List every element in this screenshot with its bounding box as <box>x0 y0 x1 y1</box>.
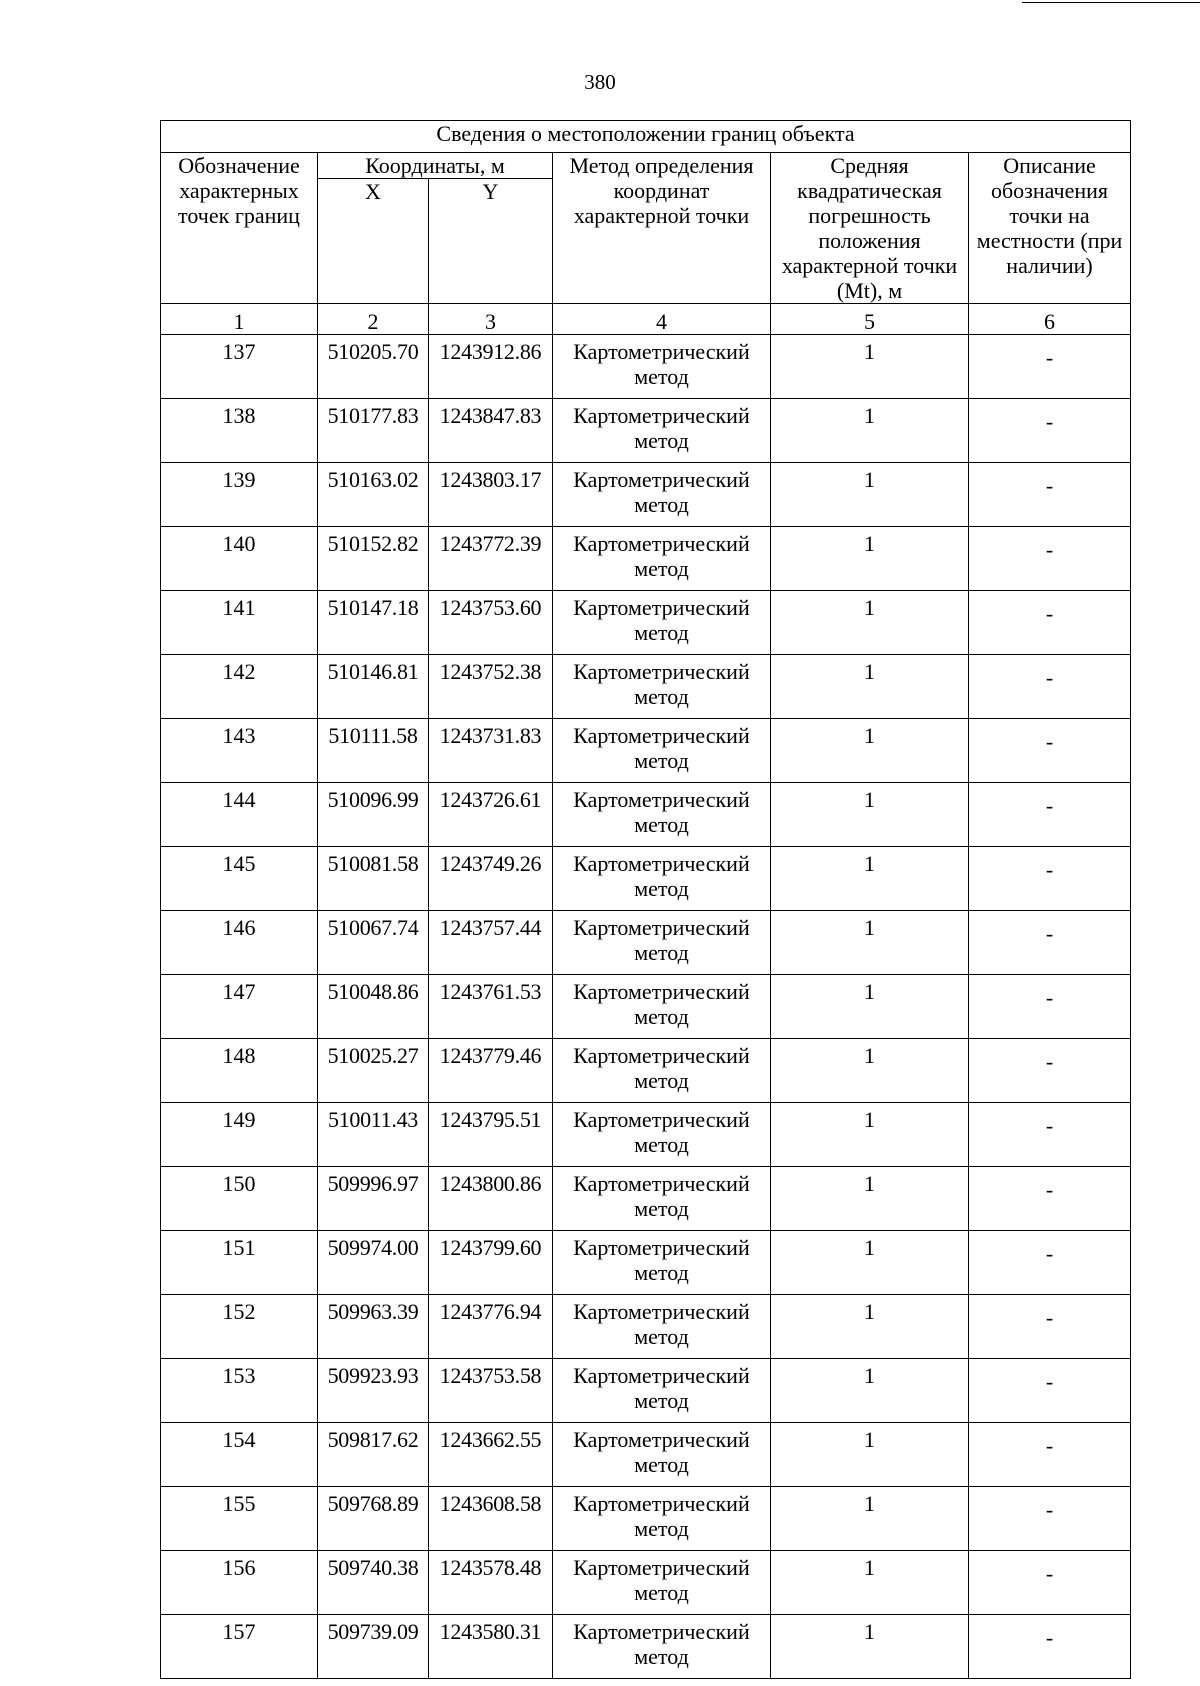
y-coordinate-cell: 1243803.17 <box>429 463 553 527</box>
column-number: 1 <box>161 304 318 335</box>
boundary-points-table <box>160 120 1131 1679</box>
x-coordinate-cell: 509740.38 <box>318 1551 429 1615</box>
y-coordinate-cell: 1243662.55 <box>429 1423 553 1487</box>
table-row <box>161 1615 1131 1679</box>
method-cell: Картометрический метод <box>553 1551 771 1615</box>
table-row <box>161 719 1131 783</box>
x-coordinate-cell: 509923.93 <box>318 1359 429 1423</box>
table-row <box>161 783 1131 847</box>
point-cell: 146 <box>161 911 318 975</box>
description-cell: - <box>969 1231 1131 1295</box>
x-coordinate-cell: 510025.27 <box>318 1039 429 1103</box>
mean-error-cell: 1 <box>771 335 969 399</box>
mean-error-cell: 1 <box>771 655 969 719</box>
y-coordinate-cell: 1243753.58 <box>429 1359 553 1423</box>
header-point-designation: Обозначение характерных точек границ <box>161 153 318 304</box>
header-coordinates: Координаты, м <box>318 153 553 179</box>
table-row <box>161 1551 1131 1615</box>
mean-error-cell: 1 <box>771 1359 969 1423</box>
description-cell: - <box>969 463 1131 527</box>
table-row <box>161 1295 1131 1359</box>
header-mean-error: Средняя квадратическая погрешность положения характерной точки (Mt), м <box>771 153 969 304</box>
y-coordinate-cell: 1243753.60 <box>429 591 553 655</box>
table-caption: Сведения о местоположении границ объекта <box>161 121 1131 153</box>
method-cell: Картометрический метод <box>553 1615 771 1679</box>
description-cell: - <box>969 655 1131 719</box>
x-coordinate-cell: 510147.18 <box>318 591 429 655</box>
point-cell: 149 <box>161 1103 318 1167</box>
column-number: 6 <box>969 304 1131 335</box>
y-coordinate-cell: 1243912.86 <box>429 335 553 399</box>
x-coordinate-cell: 509739.09 <box>318 1615 429 1679</box>
method-cell: Картометрический метод <box>553 463 771 527</box>
table-row <box>161 399 1131 463</box>
mean-error-cell: 1 <box>771 975 969 1039</box>
method-cell: Картометрический метод <box>553 591 771 655</box>
header-y: Y <box>429 179 553 304</box>
column-number: 4 <box>553 304 771 335</box>
y-coordinate-cell: 1243726.61 <box>429 783 553 847</box>
method-cell: Картометрический метод <box>553 1423 771 1487</box>
mean-error-cell: 1 <box>771 719 969 783</box>
description-cell: - <box>969 1039 1131 1103</box>
method-cell: Картометрический метод <box>553 1167 771 1231</box>
x-coordinate-cell: 510081.58 <box>318 847 429 911</box>
table-row <box>161 655 1131 719</box>
method-cell: Картометрический метод <box>553 527 771 591</box>
top-edge-rule <box>1022 2 1200 3</box>
point-cell: 150 <box>161 1167 318 1231</box>
table-row <box>161 1231 1131 1295</box>
mean-error-cell: 1 <box>771 1615 969 1679</box>
table-row <box>161 911 1131 975</box>
mean-error-cell: 1 <box>771 591 969 655</box>
x-coordinate-cell: 509817.62 <box>318 1423 429 1487</box>
mean-error-cell: 1 <box>771 1167 969 1231</box>
mean-error-cell: 1 <box>771 1487 969 1551</box>
description-cell: - <box>969 1167 1131 1231</box>
method-cell: Картометрический метод <box>553 1231 771 1295</box>
mean-error-cell: 1 <box>771 399 969 463</box>
description-cell: - <box>969 975 1131 1039</box>
x-coordinate-cell: 509963.39 <box>318 1295 429 1359</box>
x-coordinate-cell: 510205.70 <box>318 335 429 399</box>
y-coordinate-cell: 1243795.51 <box>429 1103 553 1167</box>
y-coordinate-cell: 1243779.46 <box>429 1039 553 1103</box>
header-x: X <box>318 179 429 304</box>
y-coordinate-cell: 1243799.60 <box>429 1231 553 1295</box>
point-cell: 157 <box>161 1615 318 1679</box>
method-cell: Картометрический метод <box>553 335 771 399</box>
y-coordinate-cell: 1243580.31 <box>429 1615 553 1679</box>
x-coordinate-cell: 510067.74 <box>318 911 429 975</box>
x-coordinate-cell: 509996.97 <box>318 1167 429 1231</box>
method-cell: Картометрический метод <box>553 783 771 847</box>
point-cell: 148 <box>161 1039 318 1103</box>
method-cell: Картометрический метод <box>553 1039 771 1103</box>
table-row <box>161 335 1131 399</box>
mean-error-cell: 1 <box>771 527 969 591</box>
description-cell: - <box>969 719 1131 783</box>
y-coordinate-cell: 1243608.58 <box>429 1487 553 1551</box>
table-row <box>161 847 1131 911</box>
point-cell: 142 <box>161 655 318 719</box>
description-cell: - <box>969 1615 1131 1679</box>
point-cell: 141 <box>161 591 318 655</box>
method-cell: Картометрический метод <box>553 399 771 463</box>
table-row <box>161 591 1131 655</box>
method-cell: Картометрический метод <box>553 719 771 783</box>
header-method: Метод определения координат характерной точки <box>553 153 771 304</box>
point-cell: 138 <box>161 399 318 463</box>
x-coordinate-cell: 509974.00 <box>318 1231 429 1295</box>
x-coordinate-cell: 510163.02 <box>318 463 429 527</box>
y-coordinate-cell: 1243749.26 <box>429 847 553 911</box>
description-cell: - <box>969 1295 1131 1359</box>
point-cell: 151 <box>161 1231 318 1295</box>
description-cell: - <box>969 847 1131 911</box>
table-row <box>161 527 1131 591</box>
description-cell: - <box>969 1423 1131 1487</box>
y-coordinate-cell: 1243761.53 <box>429 975 553 1039</box>
y-coordinate-cell: 1243776.94 <box>429 1295 553 1359</box>
mean-error-cell: 1 <box>771 1423 969 1487</box>
column-number: 2 <box>318 304 429 335</box>
method-cell: Картометрический метод <box>553 1295 771 1359</box>
table-row <box>161 1359 1131 1423</box>
y-coordinate-cell: 1243578.48 <box>429 1551 553 1615</box>
point-cell: 153 <box>161 1359 318 1423</box>
x-coordinate-cell: 510096.99 <box>318 783 429 847</box>
x-coordinate-cell: 510048.86 <box>318 975 429 1039</box>
description-cell: - <box>969 591 1131 655</box>
mean-error-cell: 1 <box>771 911 969 975</box>
description-cell: - <box>969 1487 1131 1551</box>
y-coordinate-cell: 1243757.44 <box>429 911 553 975</box>
column-numbers-row <box>161 304 1131 335</box>
table-body <box>161 335 1131 1679</box>
header-description: Описание обозначения точки на местности (при наличии) <box>969 153 1131 304</box>
y-coordinate-cell: 1243772.39 <box>429 527 553 591</box>
point-cell: 155 <box>161 1487 318 1551</box>
table-row <box>161 1167 1131 1231</box>
method-cell: Картометрический метод <box>553 1487 771 1551</box>
mean-error-cell: 1 <box>771 783 969 847</box>
point-cell: 152 <box>161 1295 318 1359</box>
mean-error-cell: 1 <box>771 1551 969 1615</box>
description-cell: - <box>969 911 1131 975</box>
table-row <box>161 1103 1131 1167</box>
method-cell: Картометрический метод <box>553 1103 771 1167</box>
point-cell: 145 <box>161 847 318 911</box>
method-cell: Картометрический метод <box>553 847 771 911</box>
y-coordinate-cell: 1243847.83 <box>429 399 553 463</box>
table-row <box>161 1039 1131 1103</box>
point-cell: 143 <box>161 719 318 783</box>
column-number: 5 <box>771 304 969 335</box>
x-coordinate-cell: 510177.83 <box>318 399 429 463</box>
description-cell: - <box>969 1551 1131 1615</box>
description-cell: - <box>969 1103 1131 1167</box>
page-number: 380 <box>584 70 616 94</box>
y-coordinate-cell: 1243752.38 <box>429 655 553 719</box>
mean-error-cell: 1 <box>771 847 969 911</box>
x-coordinate-cell: 510152.82 <box>318 527 429 591</box>
description-cell: - <box>969 1359 1131 1423</box>
mean-error-cell: 1 <box>771 463 969 527</box>
x-coordinate-cell: 510111.58 <box>318 719 429 783</box>
description-cell: - <box>969 527 1131 591</box>
table-row <box>161 975 1131 1039</box>
method-cell: Картометрический метод <box>553 1359 771 1423</box>
x-coordinate-cell: 509768.89 <box>318 1487 429 1551</box>
method-cell: Картометрический метод <box>553 975 771 1039</box>
description-cell: - <box>969 783 1131 847</box>
point-cell: 156 <box>161 1551 318 1615</box>
table-row <box>161 1487 1131 1551</box>
mean-error-cell: 1 <box>771 1295 969 1359</box>
point-cell: 137 <box>161 335 318 399</box>
mean-error-cell: 1 <box>771 1231 969 1295</box>
x-coordinate-cell: 510011.43 <box>318 1103 429 1167</box>
point-cell: 139 <box>161 463 318 527</box>
method-cell: Картометрический метод <box>553 911 771 975</box>
point-cell: 140 <box>161 527 318 591</box>
y-coordinate-cell: 1243800.86 <box>429 1167 553 1231</box>
point-cell: 147 <box>161 975 318 1039</box>
y-coordinate-cell: 1243731.83 <box>429 719 553 783</box>
table-row <box>161 463 1131 527</box>
mean-error-cell: 1 <box>771 1103 969 1167</box>
mean-error-cell: 1 <box>771 1039 969 1103</box>
x-coordinate-cell: 510146.81 <box>318 655 429 719</box>
point-cell: 154 <box>161 1423 318 1487</box>
method-cell: Картометрический метод <box>553 655 771 719</box>
point-cell: 144 <box>161 783 318 847</box>
column-number: 3 <box>429 304 553 335</box>
description-cell: - <box>969 335 1131 399</box>
description-cell: - <box>969 399 1131 463</box>
table-row <box>161 1423 1131 1487</box>
